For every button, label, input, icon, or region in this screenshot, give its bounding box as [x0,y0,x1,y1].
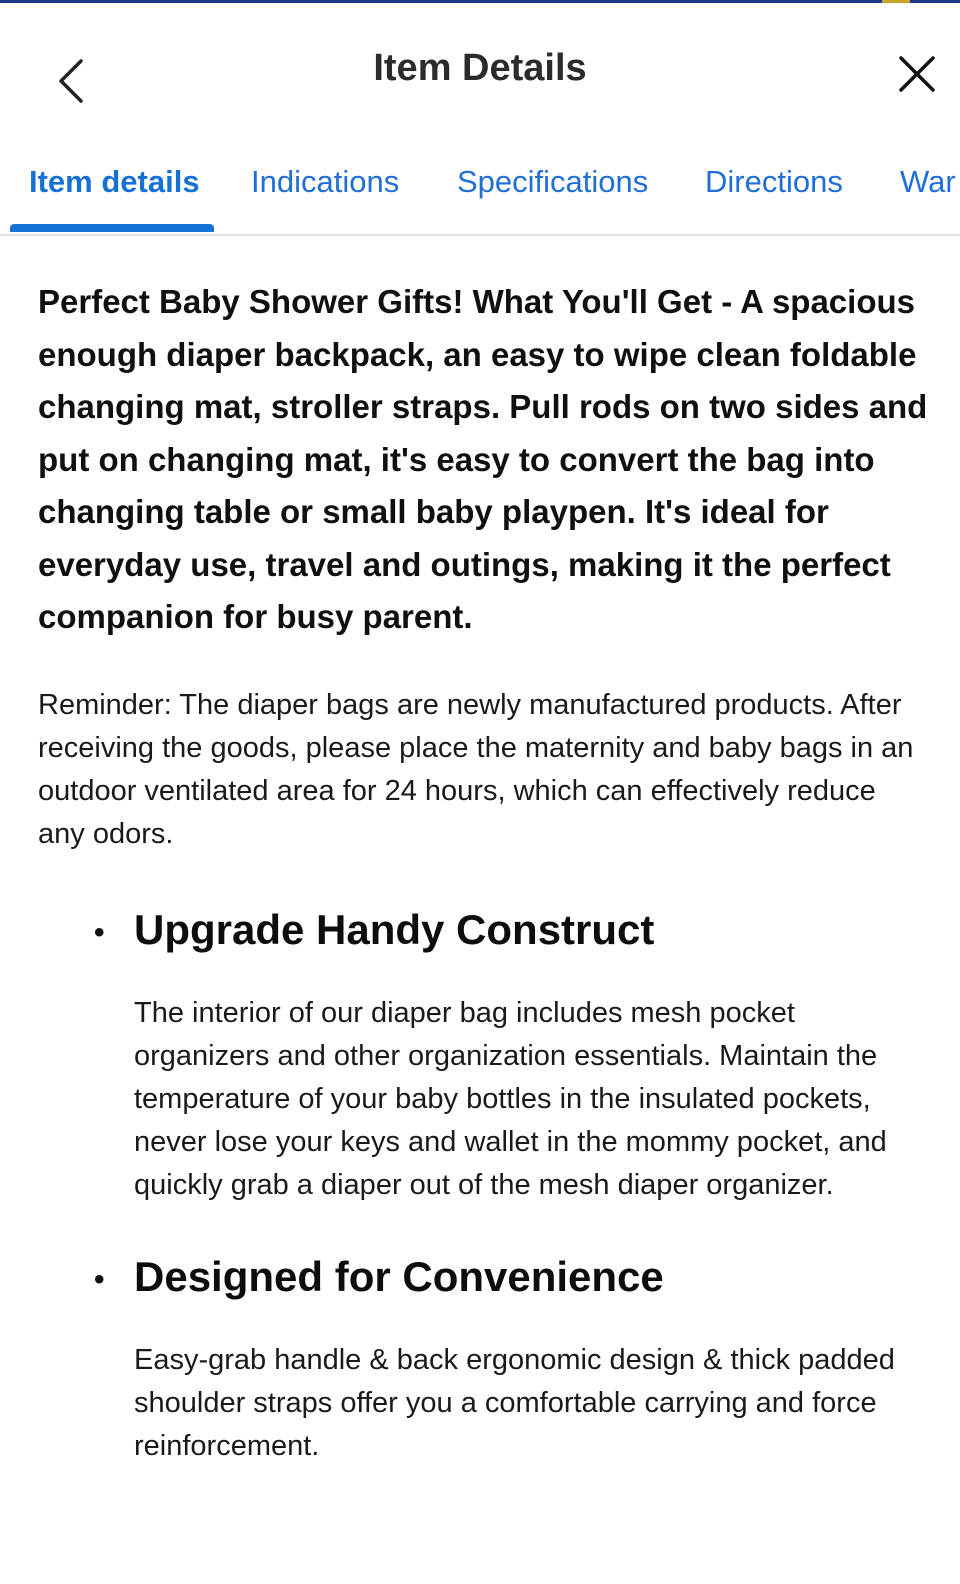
header [0,3,960,121]
tab-indications[interactable]: Indications [251,164,400,199]
close-icon [897,54,937,94]
item-details-content [38,276,928,1508]
tab-specifications[interactable]: Specifications [457,164,649,199]
page-title: Item Details [373,47,587,89]
tab-directions[interactable]: Directions [705,164,843,199]
feature-description: The interior of our diaper bag includes mesh pocket organizers and other organization essentials. Maintain the temperature of your baby bottles in the insulated pockets, never lose your keys and wallet in the mommy pocket, and quickly grab a diaper out of the mesh diaper organizer. [134,996,887,1201]
feature-title: Designed for Convenience [134,1252,664,1300]
feature-item [38,1247,928,1468]
tab-item-details[interactable]: Item details [29,164,200,199]
feature-title: Upgrade Handy Construct [134,905,655,953]
intro-paragraph: Perfect Baby Shower Gifts! What You'll Get - A spacious enough diaper backpack, an easy to wipe clean foldable changing mat, stroller straps. Pull rods on two sides and put on changing mat, it's easy to convert the bag into changing table or small baby playpen. It's ideal for everyday use, travel and outings, making it the perfect companion for busy parent. [38,283,928,635]
close-button[interactable] [888,45,946,103]
bullet-icon: • [94,1262,105,1296]
active-tab-indicator [10,224,214,232]
feature-description: Easy-grab handle & back ergonomic design & thick padded shoulder straps offer you a comfortable carrying and force reinforcement. [134,1343,895,1462]
tab-warnings[interactable]: War [900,164,956,199]
tab-bar [0,150,960,236]
reminder-paragraph: Reminder: The diaper bags are newly manufactured products. After receiving the goods, please place the maternity and baby bags in an outdoor ventilated area for 24 hours, which can effectively reduce any odors. [38,688,914,850]
feature-item [38,900,928,1207]
feature-list [38,900,928,1468]
bullet-icon: • [94,915,105,949]
